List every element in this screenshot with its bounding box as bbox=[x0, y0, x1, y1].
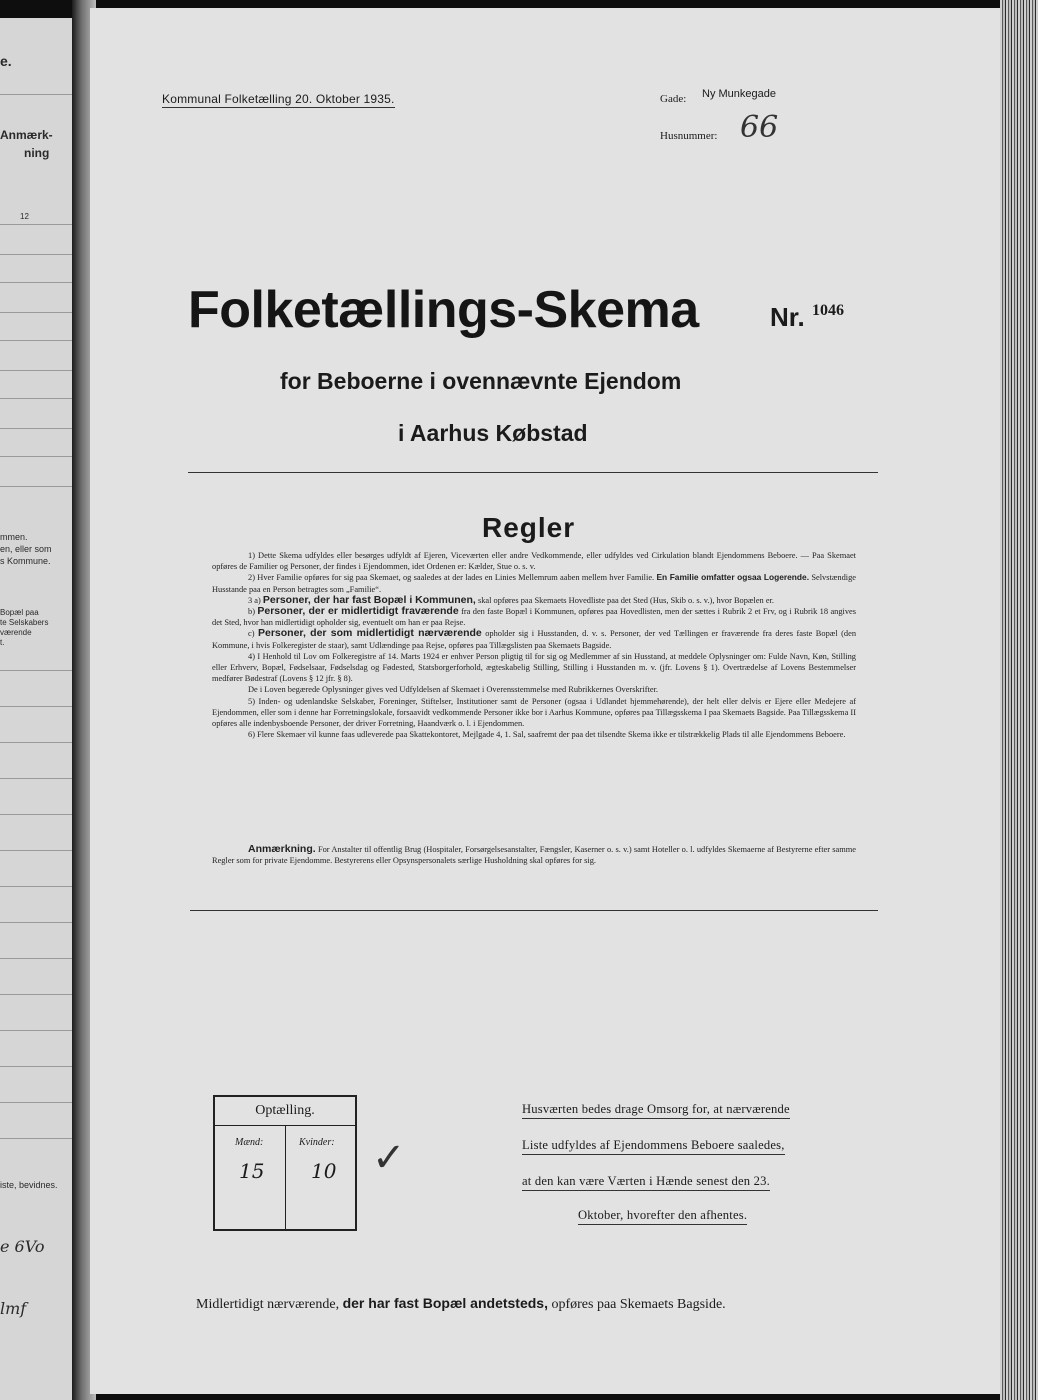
rule-3b: b) Personer, der er midlertidigt fraværende fra den faste Bopæl i Kommunen, opføres paa Hovedlisten, men der sættes i Rubrik 2 et Frv, og i Rubrik 18 angives det Sted, hvor han midlertidigt opholder sig, eventuelt om han er paa Rejse. bbox=[212, 605, 857, 628]
rules-body bbox=[212, 550, 856, 740]
left-fragment: iste, bevidnes. bbox=[0, 1180, 58, 1190]
rule-6: 6) Flere Skemaer vil kunne faas udleverede paa Skattekontoret, Mejlgade 4, 1. Sal, saafremt der paa det tilsendte Skema ikke er tilstrækkelig Plads til alle Ejendommens Beboere. bbox=[248, 730, 846, 740]
husnummer-value: 66 bbox=[740, 110, 779, 145]
divider bbox=[190, 910, 878, 911]
form-title: Folketællings-Skema bbox=[188, 281, 699, 339]
notice-line-4: Oktober, hvorefter den afhentes. bbox=[578, 1208, 747, 1225]
gade-label: Gade: bbox=[660, 93, 687, 105]
left-fragment: værende bbox=[0, 628, 32, 637]
rule-1: 1) Dette Skema udfyldes eller besørges udfyldt af Ejeren, Viceværten eller andre Vedkommende, eller udfyldes ved Cirkulation blandt Ejendommens Beboere. — Paa Skemaet opføres de Familier og Personer, der findes i Ejendommen, idet Ordenen er: Kælder, Stue o. s. v. bbox=[212, 551, 856, 572]
left-fragment: s Kommune. bbox=[0, 556, 51, 566]
rules-heading: Regler bbox=[482, 512, 576, 543]
left-fragment: 12 bbox=[20, 212, 29, 221]
divider bbox=[188, 472, 878, 473]
count-box bbox=[213, 1095, 357, 1231]
left-fragment: Anmærk- bbox=[0, 128, 53, 142]
census-header: Kommunal Folketælling 20. Oktober 1935. bbox=[162, 92, 395, 106]
maend-value: 15 bbox=[239, 1159, 265, 1183]
kvinder-label: Kvinder: bbox=[299, 1137, 335, 1148]
left-fragment: t. bbox=[0, 638, 5, 647]
left-fragment: e. bbox=[0, 53, 12, 69]
number-label: Nr. bbox=[770, 302, 805, 332]
rule-3a: 3 a) Personer, der har fast Bopæl i Kommunen, skal opføres paa Skemaets Hovedliste paa det Sted (Hus, Skib o. s. v.), hvor Bopælen er. bbox=[248, 593, 774, 606]
anmaerkning-label: Anmærkning. bbox=[248, 843, 316, 855]
notice-line-3: at den kan være Værten i Hænde senest den 23. bbox=[522, 1174, 770, 1191]
footer-note: Midlertidigt nærværende, der har fast Bopæl andetsteds, opføres paa Skemaets Bagside. bbox=[196, 1295, 726, 1312]
subtitle-2: i Aarhus Købstad bbox=[398, 420, 588, 446]
left-handwriting: e 6Vo bbox=[0, 1237, 45, 1256]
rule-4: 4) I Henhold til Lov om Folkeregistre af 14. Marts 1924 er enhver Person pligtig til for sig og Medlemmer af sin Husstand, at meddele Oplysninger om: Fulde Navn, Køn, Stilling eller Erhverv, Bopæl, Fødselsaar, Fødselsdag og Fødested, Statsborgerforhold, ægteskabelig Stilling, Stilling i Husstanden m. v. (jfr. Lovens § 1). Overtrædelse af Lovens Bestemmelser medfører Bødestraf (Lovens § 12 jfr. § 8). bbox=[212, 651, 856, 684]
anmaerkning bbox=[212, 844, 856, 866]
gade-value: Ny Munkegade bbox=[702, 88, 776, 100]
left-page-fragment bbox=[0, 18, 78, 1400]
rule-4b: De i Loven begærede Oplysninger gives ved Udfyldelsen af Skemaet i Overensstemmelse med Rubrikkernes Overskrifter. bbox=[248, 685, 659, 695]
left-fragment: Bopæl paa bbox=[0, 608, 39, 617]
kvinder-value: 10 bbox=[311, 1159, 337, 1183]
page-edges bbox=[1000, 0, 1038, 1400]
rule-5: 5) Inden- og udenlandske Selskaber, Foreninger, Stiftelser, Institutioner samt de Personer (ogsaa i Udlandet hjemmehørende), der helt eller delvis er Ejere eller Medejere af Ejendommen, eller som i denne har Forretningslokale, forsaavidt vedkommende Personer ikke bor i Aarhus Kommune, opføres paa Tillægsskema I paa Skemaets Bagside. Paa Tillægsskema II opføres alle indenbysboende Personer, der driver Forretning, Haandværk o. l. i Ejendommen. bbox=[212, 696, 856, 729]
checkmark-icon: ✓ bbox=[372, 1135, 406, 1181]
left-fragment: mmen. bbox=[0, 532, 28, 542]
subtitle-1: for Beboerne i ovennævnte Ejendom bbox=[280, 368, 682, 394]
rule-3c: c) Personer, der som midlertidigt nærværende opholder sig i Husstanden, d. v. s. Personer, der ved Tællingen er fraværende fra deres faste Bopæl (den Kommune, i hvis Folkeregister de staar), samt Udlændinge paa Rejse, opføres paa Tillægslisten paa Skemaets Bagside. bbox=[212, 627, 857, 650]
anmaerkning-text: For Anstalter til offentlig Brug (Hospitaler, Forsørgelsesanstalter, Fængsler, Kaserner o. s. v.) samt Hoteller o. l. udfyldes Skemaerne af Bestyrerne efter samme Regler som for private Ejendomme. Bestyrerens eller Opsynspersonalets særlige Husholdning skal opføres for sig. bbox=[212, 845, 856, 866]
left-fragment: te Selskabers bbox=[0, 618, 49, 627]
left-handwriting: lmf bbox=[0, 1299, 27, 1318]
maend-label: Mænd: bbox=[235, 1137, 264, 1148]
notice-line-1: Husværten bedes drage Omsorg for, at nærværende bbox=[522, 1102, 790, 1119]
notice-line-2: Liste udfyldes af Ejendommens Beboere saaledes, bbox=[522, 1138, 785, 1155]
count-box-title: Optælling. bbox=[215, 1097, 355, 1126]
husnummer-label: Husnummer: bbox=[660, 130, 718, 142]
left-fragment: en, eller som bbox=[0, 544, 52, 554]
rule-2: 2) Hver Familie opføres for sig paa Skemaet, og saaledes at der lades en Linies Mellemrum aaben mellem hver Familie. En Familie omfatter ogsaa Logerende. Selvstændige Husstande paa en Person betragtes som „Familie“. bbox=[212, 572, 857, 594]
form-number: 1046 bbox=[812, 302, 844, 319]
left-fragment: ning bbox=[24, 146, 50, 160]
